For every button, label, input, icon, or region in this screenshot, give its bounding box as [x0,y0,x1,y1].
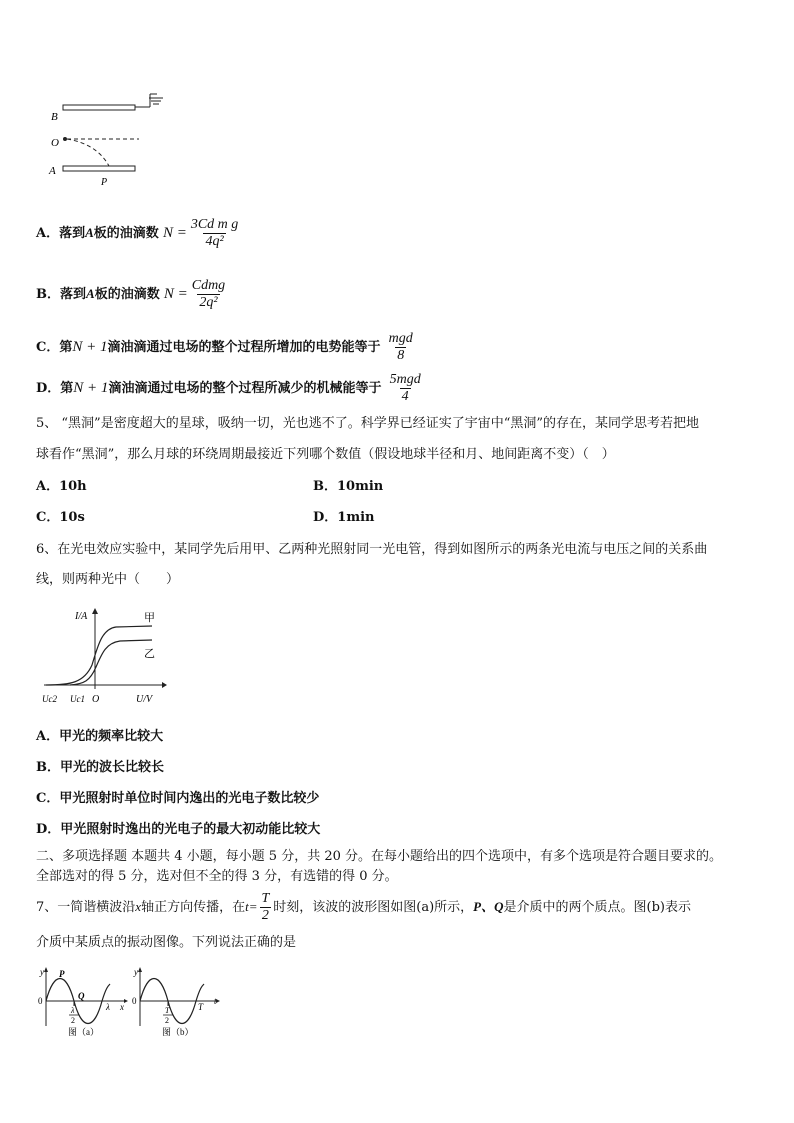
wave-figure-a [36,966,132,1038]
q7-stem-line2: 介质中某质点的振动图像。下列说法正确的是 [36,935,297,950]
trajectory-curve [67,139,109,166]
svg-text:Q: Q [78,991,85,1001]
section2-heading-line1: 二、多项选择题 本题共 4 小题，每小题 5 分，共 20 分。在每小题给出的四个选项中，有多个选项是符合题目要求的。 [36,849,723,864]
label-a: A [49,165,56,177]
plate-b [63,105,135,110]
drop-point [63,137,67,141]
ground-icon [149,94,163,104]
curve-jia [46,626,152,685]
origin-label: O [92,694,100,705]
fig-b-caption: 图（b） [162,1027,194,1037]
svg-text:0: 0 [38,996,43,1006]
q4-option-a[interactable]: A．落到A板的油滴数 N = $\frac{\text{3Cd m g}}{\text{4q²}}$ [36,217,239,249]
uc2-label: Uc2 [42,694,57,704]
q5-option-b[interactable]: B．10min [313,479,384,494]
q5-option-d[interactable]: D．1min [313,510,375,525]
svg-text:2: 2 [165,1016,169,1025]
fig-a-caption: 图（a） [68,1027,99,1037]
q6-stem-line2: 线，则两种光中（ ） [36,572,180,587]
q6-option-a[interactable]: A．甲光的频率比较大 [36,729,164,744]
q5-option-c[interactable]: C．10s [36,510,85,525]
svg-text:x: x [120,1002,124,1012]
svg-text:P: P [59,969,65,979]
q6-option-c[interactable]: C．甲光照射时单位时间内逸出的光电子数比较少 [36,791,320,806]
q6-stem-line1: 6、在光电效应实验中，某同学先后用甲、乙两种光照射同一光电管，得到如图所示的两条光电流与电压之间的关系曲 [36,542,708,557]
q6-option-d[interactable]: D．甲光照射时逸出的光电子的最大初动能比较大 [36,822,321,837]
q6-option-b[interactable]: B．甲光的波长比较长 [36,760,164,775]
vibration-figure-b [130,966,226,1038]
label-p: P [101,177,108,188]
y-axis-label: I/A [75,611,88,622]
svg-text:2: 2 [71,1016,75,1025]
q7-stem-line1: 7、一简谐横波沿x轴正方向传播，在t= $\frac{T}{2}$ 时刻，该波的波形图如图(a)所示，P、Q是介质中的两个质点。图(b)表示 [36,891,691,923]
iv-curve-figure [40,605,170,710]
q4-option-b[interactable]: B．落到A板的油滴数 N = $\frac{\text{Cdmg}}{\text{2q²}}$ [36,278,226,310]
curve-yi-label: 乙 [144,648,155,660]
x-axis-label: U/V [136,694,153,705]
svg-text:λ: λ [106,1002,110,1012]
section2-heading-line2: 全部选对的得 5 分，选对但不全的得 3 分，有选错的得 0 分。 [36,869,398,884]
uc1-label: Uc1 [70,694,85,704]
svg-text:λ: λ [71,1006,75,1015]
plate-a [63,166,135,171]
q4-option-d[interactable]: D．第N + 1滴油滴通过电场的整个过程所减少的机械能等于 $\frac{\text{5mgd}}{4}$ [36,372,421,404]
q4-option-c[interactable]: C．第N + 1滴油滴通过电场的整个过程所增加的电势能等于 $\frac{\text{mgd}}{8}$ [36,331,413,363]
q5-stem-line2: 球看作“黑洞”，那么月球的环绕周期最接近下列哪个数值（假设地球半径和月、地间距离不变）（ ） [36,447,615,462]
svg-text:0: 0 [132,996,137,1006]
svg-text:T: T [198,1002,204,1012]
q5-option-a[interactable]: A．10h [36,479,87,494]
curve-jia-label: 甲 [144,612,155,624]
label-b: B [51,111,58,123]
svg-text:y: y [134,967,138,977]
label-o: O [51,137,59,149]
capacitor-figure [45,88,175,188]
svg-text:t: t [214,996,217,1006]
svg-text:T: T [165,1006,170,1015]
svg-text:y: y [40,967,44,977]
q5-stem-line1: 5、 “黑洞”是密度超大的星球，吸纳一切，光也逃不了。科学界已经证实了宇宙中“黑洞”的存在，某同学思考若把地 [36,416,699,431]
